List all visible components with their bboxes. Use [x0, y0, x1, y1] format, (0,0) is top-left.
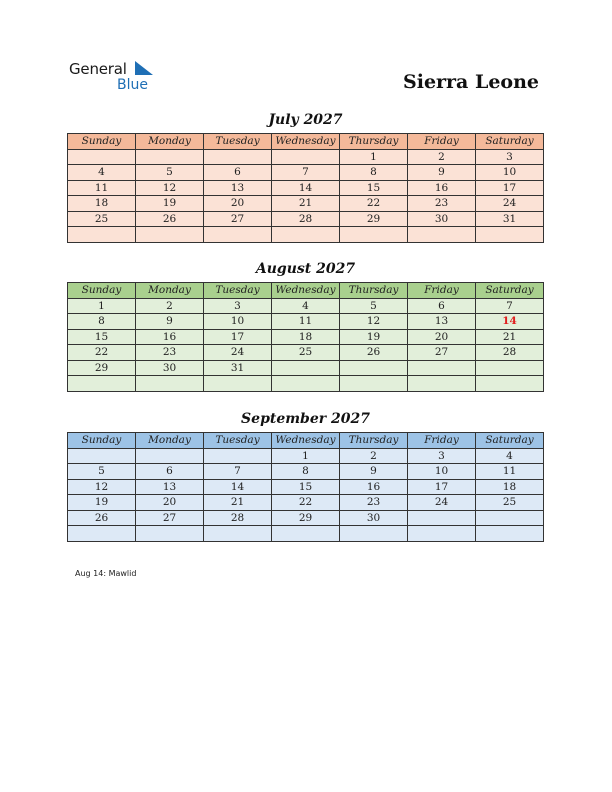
day-cell: 25 — [476, 495, 544, 511]
day-cell: 21 — [476, 329, 544, 345]
day-cell: 1 — [272, 448, 340, 464]
day-cell: 20 — [204, 196, 272, 212]
day-cell — [408, 510, 476, 526]
week-row — [68, 448, 544, 464]
day-cell: 11 — [272, 314, 340, 330]
month-title-july: July 2027 — [268, 112, 343, 128]
week-row — [68, 180, 544, 196]
day-cell: 19 — [68, 495, 136, 511]
day-cell — [340, 360, 408, 376]
day-cell: 7 — [476, 298, 544, 314]
day-cell — [476, 227, 544, 243]
day-cell — [408, 526, 476, 542]
calendar-body — [68, 298, 544, 391]
day-cell: 14 — [204, 479, 272, 495]
day-cell — [272, 149, 340, 165]
day-cell: 15 — [340, 180, 408, 196]
week-row — [68, 329, 544, 345]
day-cell: 4 — [272, 298, 340, 314]
day-cell: 25 — [272, 345, 340, 361]
weekday-header: Sunday — [68, 134, 136, 150]
day-cell — [476, 360, 544, 376]
day-cell: 28 — [204, 510, 272, 526]
day-cell — [204, 526, 272, 542]
day-cell — [136, 376, 204, 392]
day-cell: 16 — [136, 329, 204, 345]
week-row — [68, 376, 544, 392]
day-cell: 13 — [136, 479, 204, 495]
day-cell: 5 — [136, 165, 204, 181]
day-cell: 6 — [136, 464, 204, 480]
day-cell — [68, 448, 136, 464]
day-cell: 18 — [272, 329, 340, 345]
weekday-header: Thursday — [340, 283, 408, 299]
day-cell — [204, 149, 272, 165]
day-cell: 22 — [68, 345, 136, 361]
day-cell: 29 — [68, 360, 136, 376]
day-cell: 18 — [68, 196, 136, 212]
week-row — [68, 165, 544, 181]
day-cell: 12 — [68, 479, 136, 495]
day-cell — [204, 376, 272, 392]
holiday-notes: Aug 14: Mawlid — [75, 569, 137, 578]
day-cell: 7 — [272, 165, 340, 181]
day-cell: 5 — [68, 464, 136, 480]
day-cell: 27 — [204, 211, 272, 227]
day-cell — [340, 526, 408, 542]
week-row — [68, 149, 544, 165]
week-row — [68, 510, 544, 526]
day-cell: 2 — [408, 149, 476, 165]
day-cell: 13 — [204, 180, 272, 196]
day-cell — [68, 227, 136, 243]
day-cell — [68, 149, 136, 165]
day-cell: 14 — [272, 180, 340, 196]
day-cell — [408, 360, 476, 376]
day-cell: 26 — [68, 510, 136, 526]
day-cell: 8 — [340, 165, 408, 181]
calendar-body — [68, 448, 544, 541]
day-cell: 10 — [408, 464, 476, 480]
day-cell: 8 — [68, 314, 136, 330]
day-cell: 11 — [68, 180, 136, 196]
day-cell: 3 — [408, 448, 476, 464]
day-cell — [476, 526, 544, 542]
day-cell: 4 — [476, 448, 544, 464]
day-cell: 19 — [340, 329, 408, 345]
day-cell: 19 — [136, 196, 204, 212]
week-row — [68, 345, 544, 361]
day-cell: 20 — [408, 329, 476, 345]
day-cell: 15 — [272, 479, 340, 495]
day-cell: 3 — [476, 149, 544, 165]
day-cell: 31 — [476, 211, 544, 227]
day-cell: 17 — [204, 329, 272, 345]
day-cell — [476, 510, 544, 526]
weekday-header: Thursday — [340, 134, 408, 150]
day-cell: 1 — [340, 149, 408, 165]
weekday-header: Sunday — [68, 433, 136, 449]
day-cell: 26 — [340, 345, 408, 361]
day-cell: 9 — [408, 165, 476, 181]
day-cell — [68, 376, 136, 392]
day-cell: 24 — [204, 345, 272, 361]
week-row — [68, 526, 544, 542]
calendar-august — [67, 282, 544, 392]
day-cell: 30 — [340, 510, 408, 526]
day-cell: 10 — [476, 165, 544, 181]
day-cell: 1 — [68, 298, 136, 314]
day-cell: 5 — [340, 298, 408, 314]
weekday-header: Tuesday — [204, 283, 272, 299]
calendar-body — [68, 149, 544, 242]
logo-word-general: General — [69, 60, 127, 78]
day-cell: 29 — [340, 211, 408, 227]
week-row — [68, 479, 544, 495]
weekday-header-row — [68, 433, 544, 449]
day-cell: 28 — [476, 345, 544, 361]
day-cell — [272, 526, 340, 542]
day-cell: 27 — [136, 510, 204, 526]
month-title-september: September 2027 — [241, 411, 370, 427]
day-cell: 17 — [476, 180, 544, 196]
day-cell — [136, 526, 204, 542]
day-cell: 30 — [408, 211, 476, 227]
weekday-header: Thursday — [340, 433, 408, 449]
week-row — [68, 314, 544, 330]
day-cell: 16 — [408, 180, 476, 196]
country-title: Sierra Leone — [403, 71, 539, 93]
weekday-header: Saturday — [476, 283, 544, 299]
day-cell: 22 — [340, 196, 408, 212]
day-cell: 17 — [408, 479, 476, 495]
day-cell: 24 — [476, 196, 544, 212]
day-cell: 23 — [136, 345, 204, 361]
day-cell: 10 — [204, 314, 272, 330]
day-cell: 12 — [136, 180, 204, 196]
day-cell: 12 — [340, 314, 408, 330]
day-cell — [340, 227, 408, 243]
week-row — [68, 298, 544, 314]
day-cell: 23 — [408, 196, 476, 212]
week-row — [68, 211, 544, 227]
weekday-header: Sunday — [68, 283, 136, 299]
week-row — [68, 464, 544, 480]
day-cell: 16 — [340, 479, 408, 495]
day-cell — [340, 376, 408, 392]
week-row — [68, 196, 544, 212]
day-cell: 29 — [272, 510, 340, 526]
day-cell: 30 — [136, 360, 204, 376]
day-cell: 22 — [272, 495, 340, 511]
day-cell: 4 — [68, 165, 136, 181]
day-cell: 15 — [68, 329, 136, 345]
weekday-header: Wednesday — [272, 433, 340, 449]
day-cell: 3 — [204, 298, 272, 314]
weekday-header: Saturday — [476, 134, 544, 150]
day-cell: 20 — [136, 495, 204, 511]
day-cell — [408, 227, 476, 243]
day-cell: 21 — [204, 495, 272, 511]
day-cell: 31 — [204, 360, 272, 376]
week-row — [68, 227, 544, 243]
day-cell: 21 — [272, 196, 340, 212]
day-cell — [408, 376, 476, 392]
weekday-header: Wednesday — [272, 134, 340, 150]
day-cell — [136, 448, 204, 464]
day-cell — [476, 376, 544, 392]
week-row — [68, 360, 544, 376]
logo-triangle-icon — [133, 61, 155, 77]
day-cell: 8 — [272, 464, 340, 480]
day-cell: 2 — [136, 298, 204, 314]
day-cell — [204, 448, 272, 464]
weekday-header: Tuesday — [204, 134, 272, 150]
weekday-header: Friday — [408, 134, 476, 150]
day-cell: 9 — [340, 464, 408, 480]
week-row — [68, 495, 544, 511]
weekday-header: Monday — [136, 134, 204, 150]
weekday-header: Wednesday — [272, 283, 340, 299]
weekday-header: Monday — [136, 433, 204, 449]
day-cell: 26 — [136, 211, 204, 227]
weekday-header-row — [68, 134, 544, 150]
day-cell — [272, 360, 340, 376]
logo-word-blue: Blue — [117, 77, 148, 93]
day-cell: 18 — [476, 479, 544, 495]
day-cell: 28 — [272, 211, 340, 227]
calendar-september — [67, 432, 544, 542]
weekday-header: Friday — [408, 283, 476, 299]
day-cell: 9 — [136, 314, 204, 330]
day-cell — [272, 227, 340, 243]
day-cell: 6 — [408, 298, 476, 314]
day-cell — [136, 149, 204, 165]
day-cell: 23 — [340, 495, 408, 511]
calendar-july — [67, 133, 544, 243]
day-cell — [136, 227, 204, 243]
day-cell — [272, 376, 340, 392]
weekday-header: Monday — [136, 283, 204, 299]
weekday-header: Tuesday — [204, 433, 272, 449]
day-cell: 13 — [408, 314, 476, 330]
day-cell: 2 — [340, 448, 408, 464]
day-cell: 24 — [408, 495, 476, 511]
month-title-august: August 2027 — [255, 261, 356, 277]
day-cell: 7 — [204, 464, 272, 480]
day-cell: 6 — [204, 165, 272, 181]
weekday-header: Saturday — [476, 433, 544, 449]
day-cell — [204, 227, 272, 243]
weekday-header: Friday — [408, 433, 476, 449]
weekday-header-row — [68, 283, 544, 299]
day-cell: 11 — [476, 464, 544, 480]
day-cell: 25 — [68, 211, 136, 227]
day-cell: 27 — [408, 345, 476, 361]
day-cell — [68, 526, 136, 542]
day-cell: 14 — [476, 314, 544, 330]
logo — [69, 60, 169, 96]
